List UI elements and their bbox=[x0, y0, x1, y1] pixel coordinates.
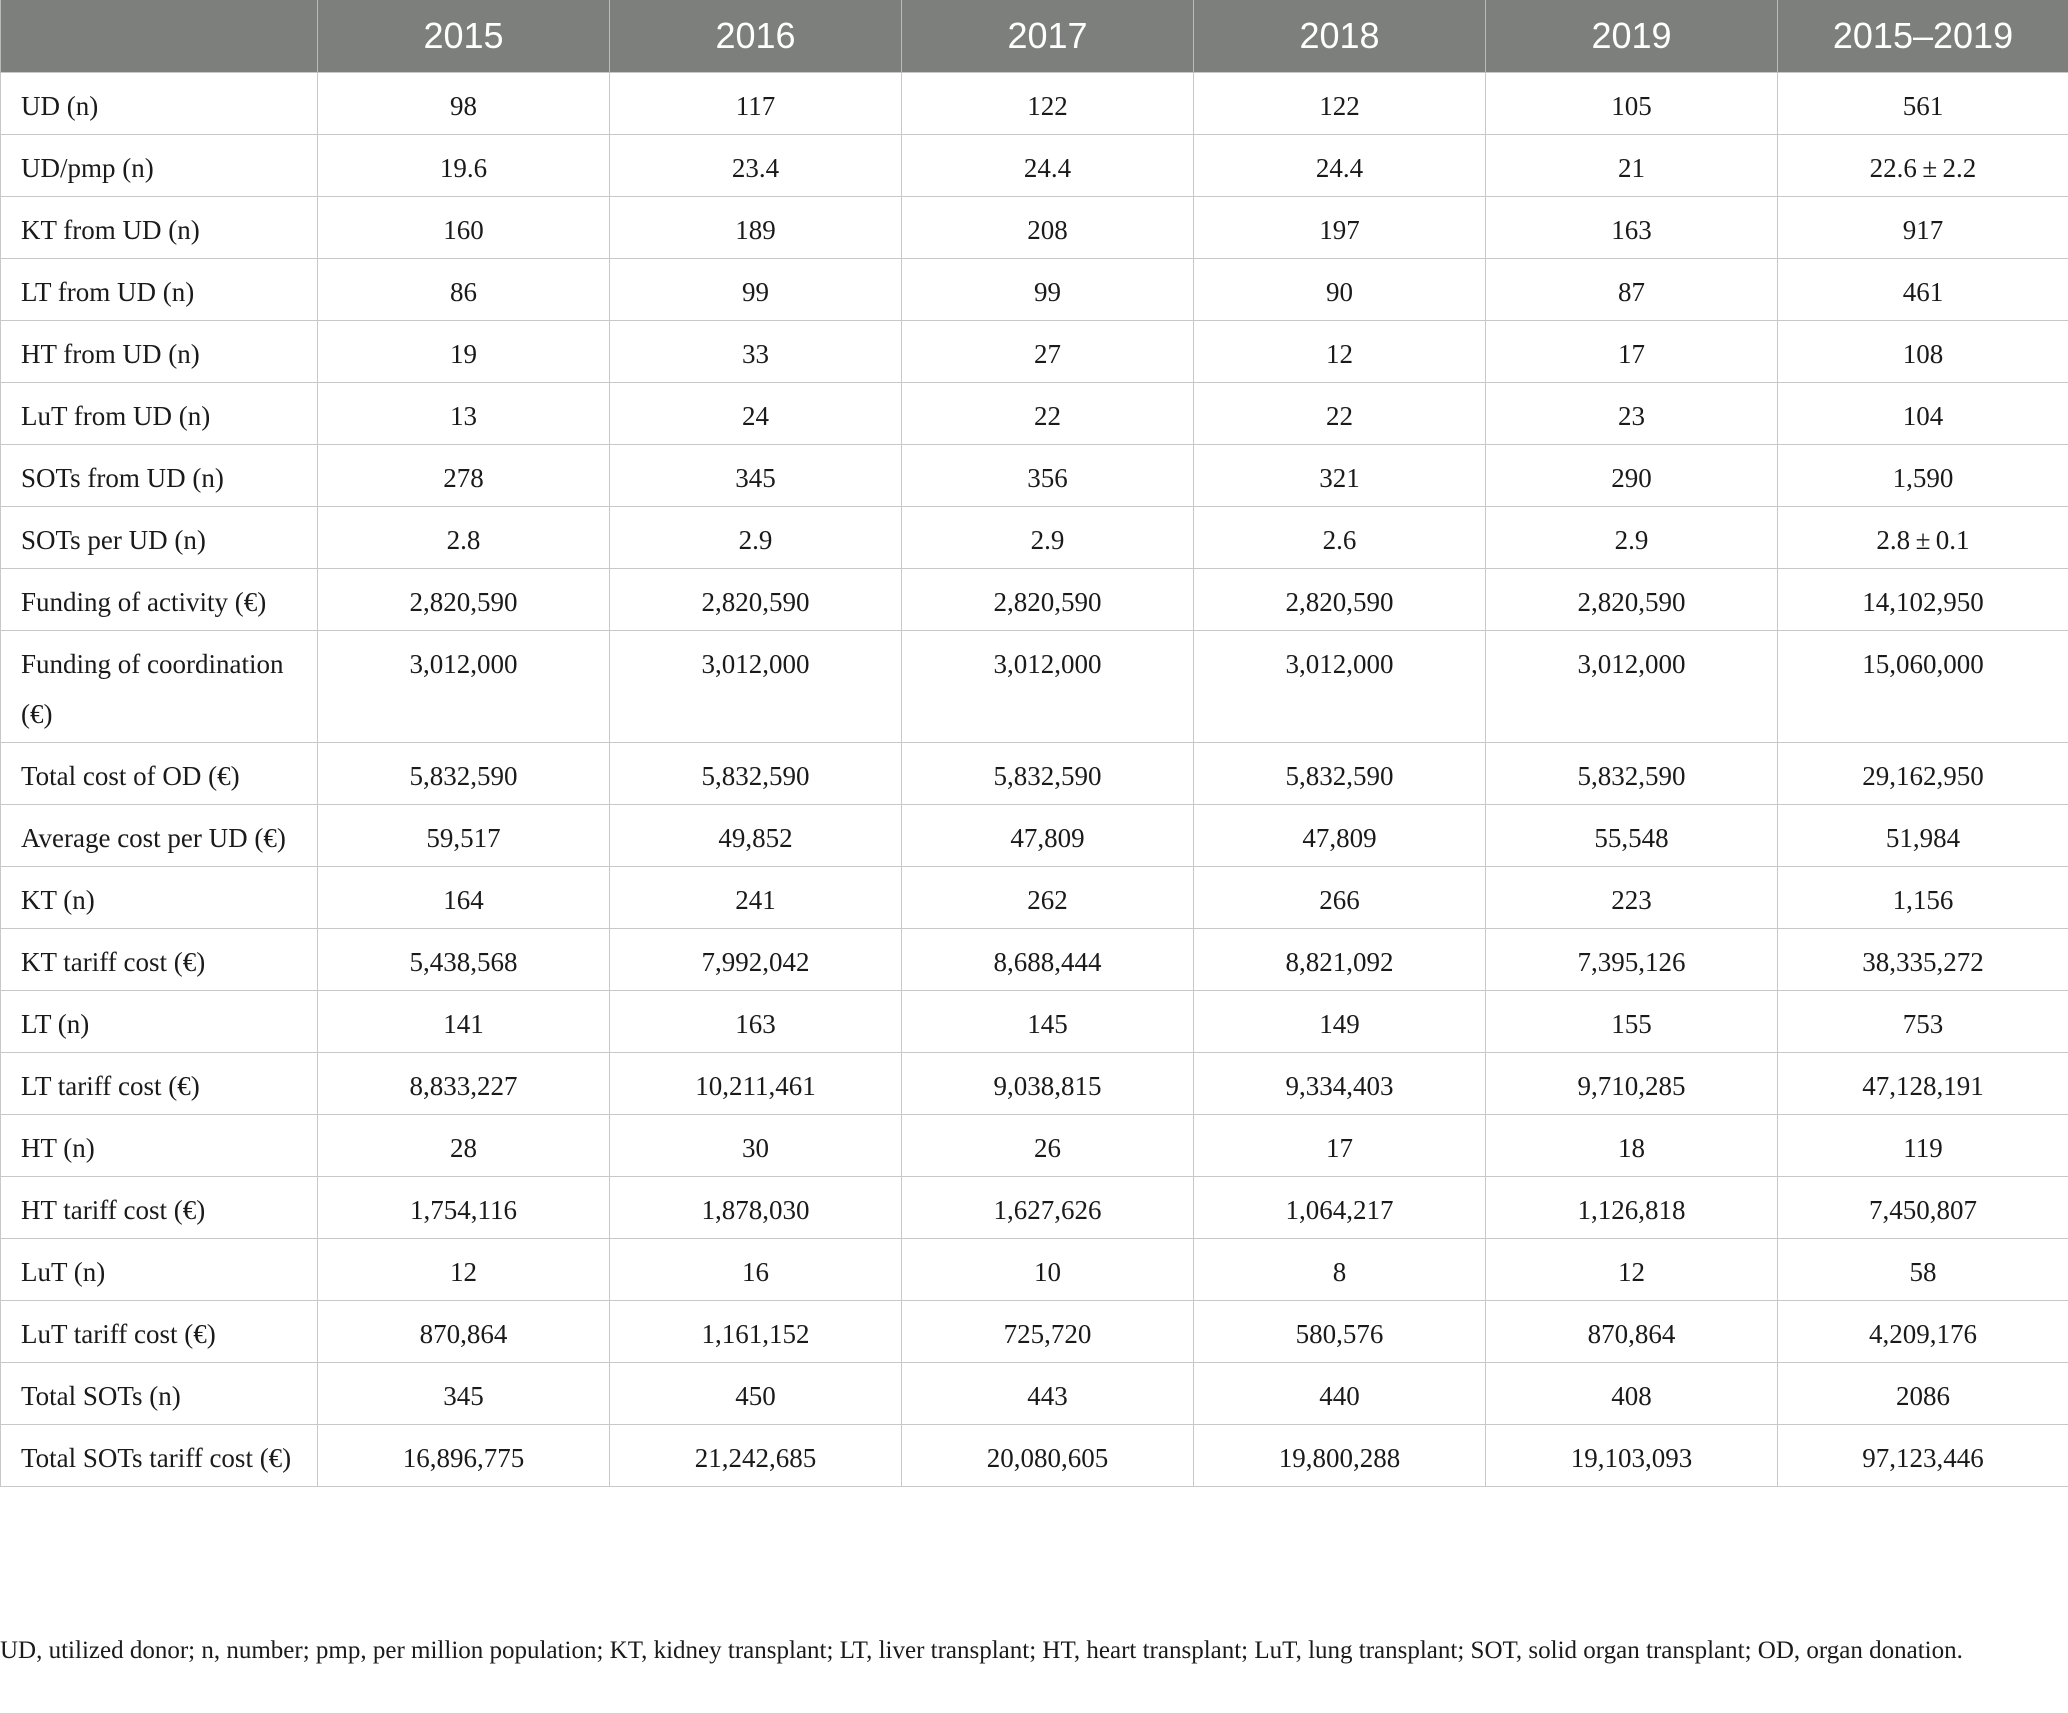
value-cell: 2.9 bbox=[902, 507, 1194, 569]
value-cell: 3,012,000 bbox=[610, 631, 902, 743]
value-cell: 3,012,000 bbox=[902, 631, 1194, 743]
value-cell: 117 bbox=[610, 73, 902, 135]
table-row bbox=[1, 929, 2068, 991]
value-cell: 17 bbox=[1194, 1115, 1486, 1177]
value-cell: 30 bbox=[610, 1115, 902, 1177]
row-label-cell: LuT (n) bbox=[1, 1239, 318, 1301]
value-cell: 8 bbox=[1194, 1239, 1486, 1301]
table-row bbox=[1, 1363, 2068, 1425]
header-cell-year: 2018 bbox=[1194, 0, 1486, 73]
value-cell: 1,064,217 bbox=[1194, 1177, 1486, 1239]
value-cell: 917 bbox=[1778, 197, 2068, 259]
value-cell: 99 bbox=[902, 259, 1194, 321]
value-cell: 9,334,403 bbox=[1194, 1053, 1486, 1115]
row-label-cell: UD (n) bbox=[1, 73, 318, 135]
value-cell: 1,627,626 bbox=[902, 1177, 1194, 1239]
value-cell: 5,832,590 bbox=[318, 743, 610, 805]
value-cell: 22 bbox=[1194, 383, 1486, 445]
row-label-cell: LT from UD (n) bbox=[1, 259, 318, 321]
value-cell: 16 bbox=[610, 1239, 902, 1301]
value-cell: 24.4 bbox=[1194, 135, 1486, 197]
value-cell: 47,128,191 bbox=[1778, 1053, 2068, 1115]
value-cell: 12 bbox=[318, 1239, 610, 1301]
value-cell: 2.8 ± 0.1 bbox=[1778, 507, 2068, 569]
value-cell: 440 bbox=[1194, 1363, 1486, 1425]
value-cell: 18 bbox=[1486, 1115, 1778, 1177]
table-row bbox=[1, 569, 2068, 631]
value-cell: 461 bbox=[1778, 259, 2068, 321]
value-cell: 160 bbox=[318, 197, 610, 259]
table-row bbox=[1, 1425, 2068, 1487]
value-cell: 19 bbox=[318, 321, 610, 383]
value-cell: 753 bbox=[1778, 991, 2068, 1053]
value-cell: 321 bbox=[1194, 445, 1486, 507]
value-cell: 59,517 bbox=[318, 805, 610, 867]
table-row bbox=[1, 991, 2068, 1053]
value-cell: 20,080,605 bbox=[902, 1425, 1194, 1487]
row-label-cell: Total cost of OD (€) bbox=[1, 743, 318, 805]
value-cell: 58 bbox=[1778, 1239, 2068, 1301]
value-cell: 9,710,285 bbox=[1486, 1053, 1778, 1115]
value-cell: 10 bbox=[902, 1239, 1194, 1301]
value-cell: 356 bbox=[902, 445, 1194, 507]
value-cell: 2086 bbox=[1778, 1363, 2068, 1425]
value-cell: 27 bbox=[902, 321, 1194, 383]
value-cell: 3,012,000 bbox=[1486, 631, 1778, 743]
row-label-cell: Funding of activity (€) bbox=[1, 569, 318, 631]
value-cell: 2,820,590 bbox=[1486, 569, 1778, 631]
value-cell: 2,820,590 bbox=[902, 569, 1194, 631]
header-cell-label bbox=[1, 0, 318, 73]
value-cell: 290 bbox=[1486, 445, 1778, 507]
table-row bbox=[1, 259, 2068, 321]
row-label-cell: LuT from UD (n) bbox=[1, 383, 318, 445]
value-cell: 1,754,116 bbox=[318, 1177, 610, 1239]
table-row bbox=[1, 197, 2068, 259]
value-cell: 580,576 bbox=[1194, 1301, 1486, 1363]
table-row bbox=[1, 1301, 2068, 1363]
value-cell: 16,896,775 bbox=[318, 1425, 610, 1487]
value-cell: 2.9 bbox=[610, 507, 902, 569]
row-label-cell: HT from UD (n) bbox=[1, 321, 318, 383]
header-cell-year: 2017 bbox=[902, 0, 1194, 73]
value-cell: 17 bbox=[1486, 321, 1778, 383]
value-cell: 15,060,000 bbox=[1778, 631, 2068, 743]
table-row bbox=[1, 743, 2068, 805]
value-cell: 3,012,000 bbox=[1194, 631, 1486, 743]
value-cell: 7,395,126 bbox=[1486, 929, 1778, 991]
value-cell: 98 bbox=[318, 73, 610, 135]
value-cell: 197 bbox=[1194, 197, 1486, 259]
value-cell: 223 bbox=[1486, 867, 1778, 929]
value-cell: 4,209,176 bbox=[1778, 1301, 2068, 1363]
value-cell: 21 bbox=[1486, 135, 1778, 197]
value-cell: 119 bbox=[1778, 1115, 2068, 1177]
table-row bbox=[1, 383, 2068, 445]
value-cell: 23.4 bbox=[610, 135, 902, 197]
value-cell: 22.6 ± 2.2 bbox=[1778, 135, 2068, 197]
value-cell: 122 bbox=[1194, 73, 1486, 135]
value-cell: 189 bbox=[610, 197, 902, 259]
value-cell: 1,590 bbox=[1778, 445, 2068, 507]
table-row bbox=[1, 507, 2068, 569]
value-cell: 345 bbox=[318, 1363, 610, 1425]
value-cell: 345 bbox=[610, 445, 902, 507]
value-cell: 163 bbox=[1486, 197, 1778, 259]
row-label-cell: KT from UD (n) bbox=[1, 197, 318, 259]
header-cell-year: 2015 bbox=[318, 0, 610, 73]
table-row bbox=[1, 321, 2068, 383]
value-cell: 24.4 bbox=[902, 135, 1194, 197]
value-cell: 262 bbox=[902, 867, 1194, 929]
value-cell: 90 bbox=[1194, 259, 1486, 321]
row-label-cell: Total SOTs tariff cost (€) bbox=[1, 1425, 318, 1487]
value-cell: 155 bbox=[1486, 991, 1778, 1053]
value-cell: 1,878,030 bbox=[610, 1177, 902, 1239]
table-row bbox=[1, 867, 2068, 929]
header-row bbox=[1, 0, 2068, 73]
value-cell: 8,821,092 bbox=[1194, 929, 1486, 991]
value-cell: 47,809 bbox=[902, 805, 1194, 867]
value-cell: 13 bbox=[318, 383, 610, 445]
value-cell: 8,688,444 bbox=[902, 929, 1194, 991]
value-cell: 14,102,950 bbox=[1778, 569, 2068, 631]
value-cell: 1,126,818 bbox=[1486, 1177, 1778, 1239]
value-cell: 2,820,590 bbox=[610, 569, 902, 631]
row-label-cell: LT tariff cost (€) bbox=[1, 1053, 318, 1115]
table-row bbox=[1, 805, 2068, 867]
value-cell: 7,992,042 bbox=[610, 929, 902, 991]
value-cell: 26 bbox=[902, 1115, 1194, 1177]
row-label-cell: SOTs from UD (n) bbox=[1, 445, 318, 507]
header-cell-year: 2015–2019 bbox=[1778, 0, 2068, 73]
value-cell: 12 bbox=[1486, 1239, 1778, 1301]
value-cell: 21,242,685 bbox=[610, 1425, 902, 1487]
row-label-cell: LT (n) bbox=[1, 991, 318, 1053]
value-cell: 29,162,950 bbox=[1778, 743, 2068, 805]
value-cell: 725,720 bbox=[902, 1301, 1194, 1363]
value-cell: 87 bbox=[1486, 259, 1778, 321]
value-cell: 19.6 bbox=[318, 135, 610, 197]
value-cell: 164 bbox=[318, 867, 610, 929]
table-row bbox=[1, 1053, 2068, 1115]
row-label-cell: SOTs per UD (n) bbox=[1, 507, 318, 569]
value-cell: 2.9 bbox=[1486, 507, 1778, 569]
row-label-cell: Funding of coordination (€) bbox=[1, 631, 318, 743]
value-cell: 163 bbox=[610, 991, 902, 1053]
value-cell: 47,809 bbox=[1194, 805, 1486, 867]
value-cell: 5,832,590 bbox=[902, 743, 1194, 805]
value-cell: 2,820,590 bbox=[318, 569, 610, 631]
value-cell: 1,156 bbox=[1778, 867, 2068, 929]
value-cell: 141 bbox=[318, 991, 610, 1053]
value-cell: 22 bbox=[902, 383, 1194, 445]
value-cell: 19,800,288 bbox=[1194, 1425, 1486, 1487]
value-cell: 105 bbox=[1486, 73, 1778, 135]
table-footnote: UD, utilized donor; n, number; pmp, per million population; KT, kidney transplant; LT, liver transplant; HT, heart transplant; LuT, lung transplant; SOT, solid organ transplant; OD, organ donation. bbox=[0, 1637, 1963, 1664]
value-cell: 5,832,590 bbox=[1486, 743, 1778, 805]
value-cell: 208 bbox=[902, 197, 1194, 259]
table-row bbox=[1, 1239, 2068, 1301]
value-cell: 108 bbox=[1778, 321, 2068, 383]
value-cell: 23 bbox=[1486, 383, 1778, 445]
value-cell: 104 bbox=[1778, 383, 2068, 445]
table-row bbox=[1, 1177, 2068, 1239]
row-label-cell: LuT tariff cost (€) bbox=[1, 1301, 318, 1363]
value-cell: 99 bbox=[610, 259, 902, 321]
table-body bbox=[1, 73, 2068, 1487]
value-cell: 2.8 bbox=[318, 507, 610, 569]
value-cell: 145 bbox=[902, 991, 1194, 1053]
value-cell: 51,984 bbox=[1778, 805, 2068, 867]
value-cell: 3,012,000 bbox=[318, 631, 610, 743]
value-cell: 49,852 bbox=[610, 805, 902, 867]
header-cell-year: 2019 bbox=[1486, 0, 1778, 73]
value-cell: 9,038,815 bbox=[902, 1053, 1194, 1115]
value-cell: 8,833,227 bbox=[318, 1053, 610, 1115]
value-cell: 28 bbox=[318, 1115, 610, 1177]
value-cell: 122 bbox=[902, 73, 1194, 135]
value-cell: 870,864 bbox=[1486, 1301, 1778, 1363]
value-cell: 278 bbox=[318, 445, 610, 507]
value-cell: 870,864 bbox=[318, 1301, 610, 1363]
row-label-cell: KT tariff cost (€) bbox=[1, 929, 318, 991]
table-row bbox=[1, 135, 2068, 197]
table-row bbox=[1, 1115, 2068, 1177]
value-cell: 5,438,568 bbox=[318, 929, 610, 991]
value-cell: 149 bbox=[1194, 991, 1486, 1053]
value-cell: 5,832,590 bbox=[610, 743, 902, 805]
value-cell: 12 bbox=[1194, 321, 1486, 383]
table-row bbox=[1, 445, 2068, 507]
value-cell: 408 bbox=[1486, 1363, 1778, 1425]
table-row bbox=[1, 73, 2068, 135]
value-cell: 561 bbox=[1778, 73, 2068, 135]
value-cell: 97,123,446 bbox=[1778, 1425, 2068, 1487]
value-cell: 33 bbox=[610, 321, 902, 383]
value-cell: 241 bbox=[610, 867, 902, 929]
value-cell: 2,820,590 bbox=[1194, 569, 1486, 631]
row-label-cell: HT tariff cost (€) bbox=[1, 1177, 318, 1239]
value-cell: 24 bbox=[610, 383, 902, 445]
value-cell: 450 bbox=[610, 1363, 902, 1425]
row-label-cell: UD/pmp (n) bbox=[1, 135, 318, 197]
value-cell: 10,211,461 bbox=[610, 1053, 902, 1115]
value-cell: 2.6 bbox=[1194, 507, 1486, 569]
row-label-cell: Total SOTs (n) bbox=[1, 1363, 318, 1425]
value-cell: 7,450,807 bbox=[1778, 1177, 2068, 1239]
value-cell: 55,548 bbox=[1486, 805, 1778, 867]
table-header bbox=[1, 0, 2068, 73]
value-cell: 266 bbox=[1194, 867, 1486, 929]
row-label-cell: Average cost per UD (€) bbox=[1, 805, 318, 867]
header-cell-year: 2016 bbox=[610, 0, 902, 73]
value-cell: 86 bbox=[318, 259, 610, 321]
value-cell: 38,335,272 bbox=[1778, 929, 2068, 991]
value-cell: 19,103,093 bbox=[1486, 1425, 1778, 1487]
value-cell: 1,161,152 bbox=[610, 1301, 902, 1363]
row-label-cell: HT (n) bbox=[1, 1115, 318, 1177]
value-cell: 5,832,590 bbox=[1194, 743, 1486, 805]
table-row bbox=[1, 631, 2068, 743]
row-label-cell: KT (n) bbox=[1, 867, 318, 929]
value-cell: 443 bbox=[902, 1363, 1194, 1425]
